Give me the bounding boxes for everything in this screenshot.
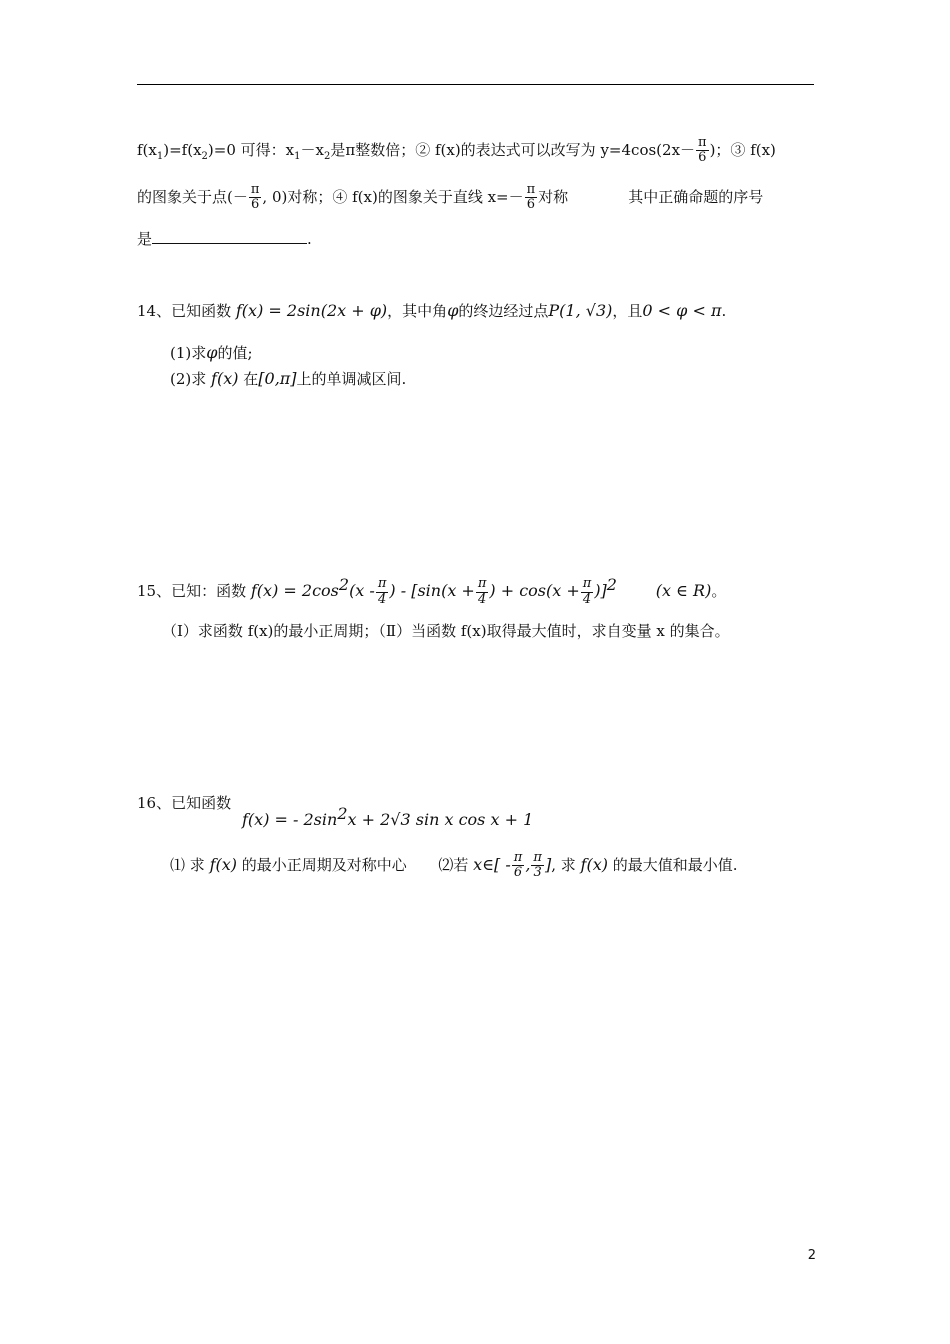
denominator: 3 [533,865,542,881]
subscript: 2 [201,150,208,162]
question-number: 15、已知：函数 [137,582,247,600]
q13-text: )=0 可得：x [207,140,295,159]
page-number: 2 [807,1248,816,1263]
q14-text: ，且 [612,302,643,320]
q15-text: 。 [711,582,727,600]
question-number: 16、已知函数 [137,794,232,812]
q16-text: , 求 [551,855,576,874]
q13-text: 是π整数倍；② f(x)的表达式可以改写为 y=4cos(2x－ [330,140,696,159]
fraction [696,136,709,166]
q15-parts [162,620,730,641]
denominator: 6 [526,197,536,213]
numerator: π [513,850,523,865]
fx: f(x) [211,369,239,388]
q14-text: ，其中角 [387,302,448,320]
q16-function [242,804,533,829]
q16-text: ∈[ - [482,854,511,874]
q16-function-text: x + 2√3 sin x cos x + 1 [347,810,534,829]
q16-text: ⑵若 [438,855,469,874]
point-p: P(1, √3) [548,301,613,320]
q14-text: 在 [243,370,259,388]
q13-line1 [137,136,776,166]
numerator: π [377,576,387,592]
fraction [531,851,544,881]
header-rule [137,84,814,85]
q15-stem [137,575,726,607]
fraction [249,183,262,213]
phi-condition: 0 < φ < π [642,301,722,320]
denominator: 4 [477,591,487,607]
numerator: π [582,576,592,592]
q13-text: )=f(x [163,140,202,159]
q13-text: 对称 [538,187,569,206]
fraction [476,577,489,607]
q14-text: 的值; [217,344,253,362]
q14-part2 [170,368,406,389]
denominator: 6 [513,865,523,881]
q15-function: ) + cos(x + [489,581,580,600]
q15-text: （Ⅰ）求函数 f(x)的最小正周期；（Ⅱ）当函数 f(x)取得最大值时，求自变量 x 的集合。 [162,622,730,640]
q14-text: (1)求 [170,344,207,362]
answer-blank[interactable] [152,229,307,244]
q16-function-text: f(x) = - 2sin [242,810,338,829]
q16-stem [137,792,231,813]
q13-line3 [137,228,312,249]
numerator: π [477,576,487,592]
fraction [581,577,594,607]
subscript: 2 [323,150,331,162]
fraction [376,577,389,607]
denominator: 4 [377,591,387,607]
q14-text: 上的单调减区间. [296,370,407,388]
q13-text: , 0)对称；④ f(x)的图象关于直线 x=－ [262,187,524,206]
q14-text: . [721,302,727,320]
numerator: π [250,182,260,197]
q16-text: ] [544,854,552,874]
q13-text: f(x [137,140,157,159]
superscript: 2 [337,804,348,823]
subscript: 1 [156,150,164,162]
fraction [525,183,538,213]
domain: (x ∈ R) [655,581,712,600]
q15-function: f(x) = 2cos [250,581,339,600]
question-number: 14、已知函数 [137,302,232,320]
superscript: 2 [606,575,617,594]
q14-stem [137,300,726,321]
q13-text: －x [300,140,324,159]
numerator: π [526,182,536,197]
variable-x: x [473,854,483,874]
superscript: 2 [338,575,350,594]
numerator: π [533,850,542,865]
q13-line2 [137,183,763,213]
q13-text: )；③ f(x) [709,140,776,159]
denominator: 6 [698,150,707,166]
q16-parts [170,851,738,881]
phi-symbol: φ [206,343,218,362]
q15-function: (x - [349,581,375,600]
fx: f(x) [580,854,608,874]
q16-text: 的最大值和最小值. [612,855,738,874]
numerator: π [698,135,707,150]
phi-symbol: φ [447,301,459,320]
q15-function: ) - [sin(x + [389,581,475,600]
denominator: 6 [250,197,260,213]
q13-text: 其中正确命题的序号 [628,187,764,206]
fx: f(x) [209,854,237,874]
q14-text: (2)求 [170,370,207,388]
denominator: 4 [582,591,592,607]
q14-part1 [170,342,253,363]
fraction [512,851,525,881]
q16-text: ⑴ 求 [170,855,205,874]
q13-text: 的图象关于点(－ [137,187,248,206]
subscript: 1 [294,150,301,162]
q13-text: . [307,230,312,248]
q16-text: 的最小正周期及对称中心 [241,855,407,874]
q16-text: , [525,854,531,874]
q14-text: 的终边经过点 [458,302,549,320]
interval: [0,π] [258,369,297,388]
q13-text: 是 [137,230,153,248]
q14-function: f(x) = 2sin(2x + φ) [235,301,388,320]
q15-function: )] [594,581,607,600]
